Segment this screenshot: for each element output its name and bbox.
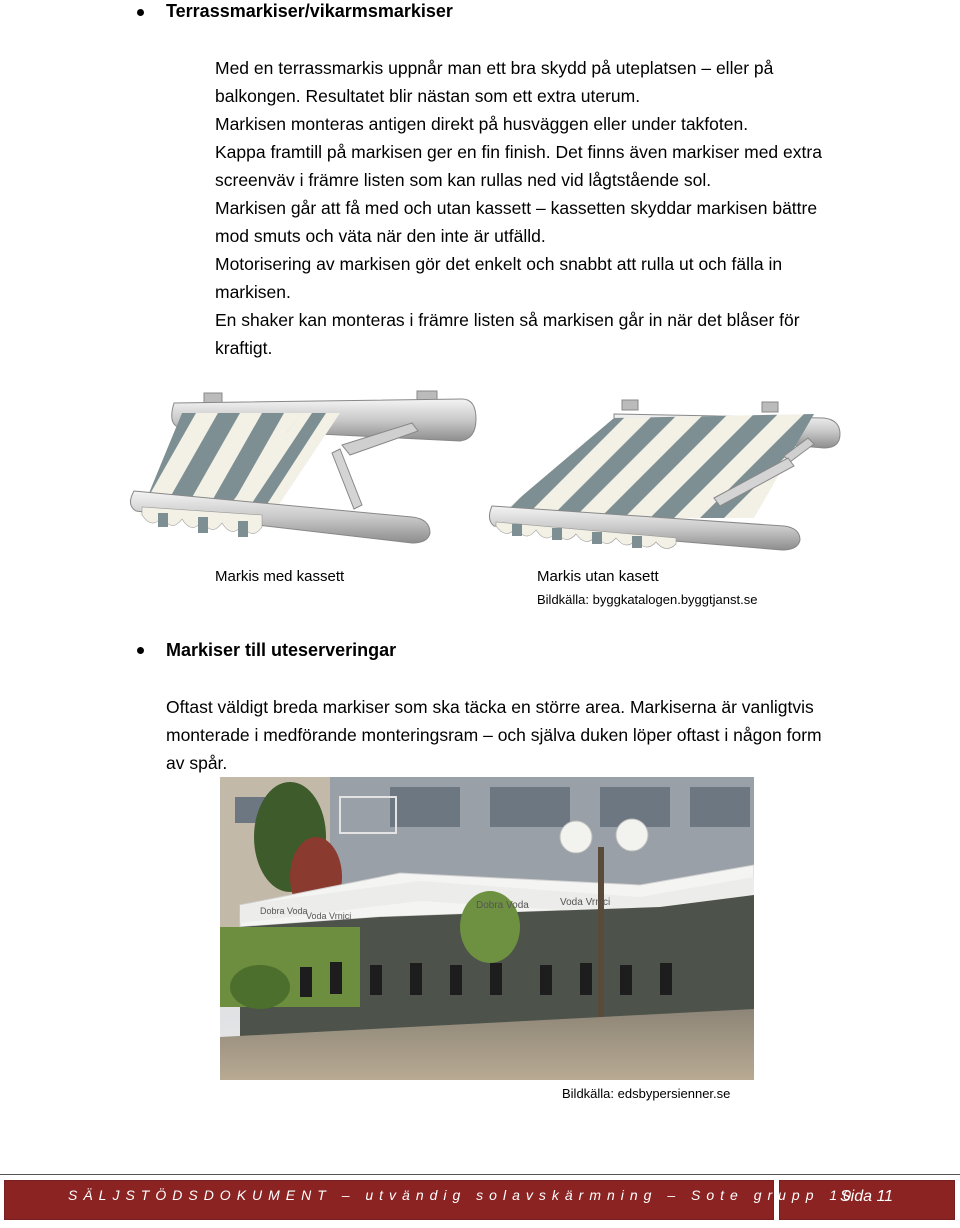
body-line: markisen.	[215, 282, 291, 302]
body-line: mod smuts och väta när den inte är utfälld.	[215, 226, 546, 246]
body-line: Med en terrassmarkis uppnår man ett bra skydd på uteplatsen – eller på	[215, 58, 774, 78]
caption-with-cassette: Markis med kassett	[215, 568, 345, 585]
awning-without-cassette-image	[484, 388, 859, 568]
awning-with-cassette-image	[112, 385, 492, 570]
bullet-icon	[137, 9, 144, 16]
awning-brand-text: Dobra Voda	[476, 900, 529, 911]
section-heading-terrassmarkiser: Terrassmarkiser/vikarmsmarkiser	[166, 1, 453, 21]
section2-body	[166, 693, 946, 777]
section-heading-uteserveringar: Markiser till uteserveringar	[166, 640, 397, 660]
body-line: En shaker kan monteras i främre listen så markisen går in när det blåser för	[215, 310, 800, 330]
body-line: av spår.	[166, 753, 228, 773]
footer-rule	[0, 1174, 960, 1175]
body-line: kraftigt.	[215, 338, 273, 358]
body-line: screenväv i främre listen som kan rullas ned vid lågtstående sol.	[215, 170, 712, 190]
caption-without-cassette: Markis utan kasett	[537, 568, 659, 585]
image-credit-2: Bildkälla: edsbypersienner.se	[562, 1086, 731, 1101]
page-number: Sida 11	[840, 1188, 894, 1205]
body-line: monterade i medförande monteringsram – och själva duken löper oftast i någon form	[166, 725, 822, 745]
awning-brand-text: Voda Vrnjci	[306, 911, 352, 921]
footer-title: SÄLJSTÖDSDOKUMENT – utvändig solavskärmning – Sote grupp 10	[68, 1187, 857, 1203]
section1-body	[215, 54, 935, 362]
body-line: Oftast väldigt breda markiser som ska täcka en större area. Markiserna är vanligtvis	[166, 697, 814, 717]
body-line: balkongen. Resultatet blir nästan som ett extra uterum.	[215, 86, 641, 106]
body-line: Markisen monteras antigen direkt på husväggen eller under takfoten.	[215, 114, 749, 134]
awning-brand-text: Voda Vrnjci	[560, 897, 611, 908]
body-line: Markisen går att få med och utan kassett – kassetten skyddar markisen bättre	[215, 198, 818, 218]
body-line: Motorisering av markisen gör det enkelt och snabbt att rulla ut och fälla in	[215, 254, 783, 274]
body-line: Kappa framtill på markisen ger en fin finish. Det finns även markiser med extra	[215, 142, 822, 162]
awning-brand-text: Dobra Voda	[260, 906, 308, 916]
bullet-icon	[137, 647, 144, 654]
image-credit-1: Bildkälla: byggkatalogen.byggtjanst.se	[537, 592, 758, 607]
restaurant-awning-photo	[220, 777, 754, 1080]
